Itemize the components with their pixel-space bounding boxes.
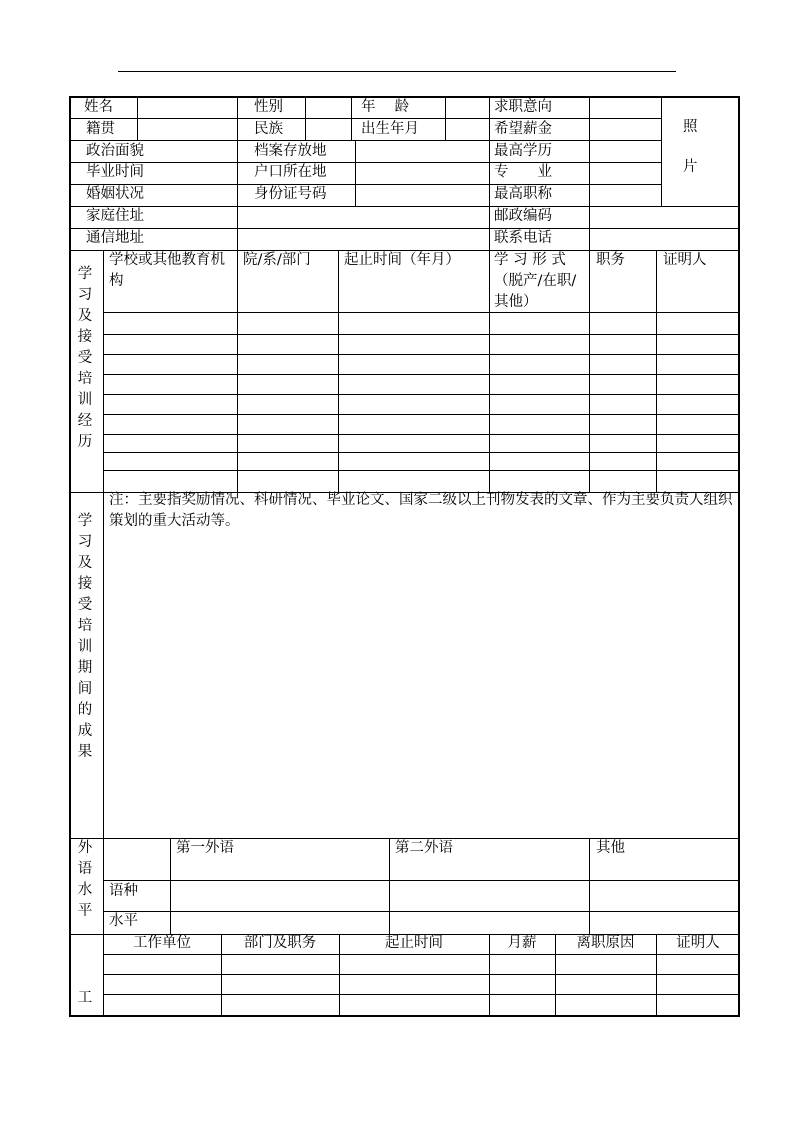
job-intent-field[interactable] — [589, 97, 659, 118]
work-header-leave-reason: 离职原因 — [576, 935, 635, 951]
work-cell[interactable] — [222, 975, 338, 993]
other-language-level-field[interactable] — [592, 912, 738, 932]
grid-line-v — [103, 492, 104, 838]
education-cell[interactable] — [657, 375, 739, 393]
second-language-level-field[interactable] — [391, 912, 587, 932]
education-cell[interactable] — [339, 375, 488, 393]
education-cell[interactable] — [339, 355, 488, 373]
political-status-label: 政治面貌 — [86, 143, 144, 159]
work-cell[interactable] — [657, 955, 739, 973]
achievements-side-label: 学习及接受培训期间的成果 — [77, 513, 93, 760]
expected-salary-label: 希望薪金 — [494, 121, 552, 137]
highest-title-field[interactable] — [589, 184, 659, 205]
mailing-address-label: 通信地址 — [86, 230, 144, 246]
education-cell[interactable] — [104, 453, 236, 469]
marital-status-field[interactable] — [171, 184, 251, 205]
education-cell[interactable] — [238, 375, 337, 393]
language-side-label: 外语水平 — [77, 840, 93, 919]
phone-label: 联系电话 — [494, 230, 552, 246]
work-cell[interactable] — [340, 995, 488, 1014]
education-cell[interactable] — [238, 415, 337, 433]
education-cell[interactable] — [238, 453, 337, 469]
education-cell[interactable] — [490, 375, 588, 393]
education-cell[interactable] — [339, 471, 488, 491]
other-language-type-field[interactable] — [592, 881, 738, 909]
work-cell[interactable] — [490, 995, 554, 1014]
education-cell[interactable] — [104, 435, 236, 451]
ethnicity-label: 民族 — [254, 121, 283, 137]
second-language-type-field[interactable] — [391, 881, 587, 909]
education-cell[interactable] — [590, 355, 655, 373]
work-cell[interactable] — [340, 975, 488, 993]
major-label: 专 业 — [494, 164, 552, 180]
education-cell[interactable] — [339, 453, 488, 469]
education-cell[interactable] — [238, 335, 337, 353]
hukou-location-field[interactable] — [355, 162, 485, 183]
education-cell[interactable] — [104, 335, 236, 353]
grid-line-v — [69, 96, 71, 1017]
education-cell[interactable] — [104, 355, 236, 373]
resume-form — [69, 96, 740, 1017]
achievements-note: 注：主要指奖励情况、科研情况、毕业论文、国家二级以上刊物发表的文章、作为主要负责人组织策划的重大活动等。 — [109, 492, 733, 529]
language-other-label: 其他 — [596, 840, 625, 856]
education-cell[interactable] — [657, 313, 739, 333]
native-place-label: 籍贯 — [86, 121, 115, 137]
education-cell[interactable] — [590, 313, 655, 333]
graduation-time-label: 毕业时间 — [86, 164, 144, 180]
education-cell[interactable] — [490, 395, 588, 413]
work-cell[interactable] — [104, 955, 220, 973]
education-cell[interactable] — [590, 415, 655, 433]
education-cell[interactable] — [590, 453, 655, 469]
education-cell[interactable] — [590, 471, 655, 491]
education-cell[interactable] — [339, 415, 488, 433]
birth-date-label: 出生年月 — [361, 121, 419, 137]
education-cell[interactable] — [490, 415, 588, 433]
major-field[interactable] — [589, 162, 659, 183]
education-cell[interactable] — [490, 471, 588, 491]
education-cell[interactable] — [490, 435, 588, 451]
education-cell[interactable] — [339, 435, 488, 451]
work-header-salary: 月薪 — [507, 935, 537, 951]
grid-line-v — [103, 838, 104, 934]
education-cell[interactable] — [657, 435, 739, 451]
header-rule — [118, 71, 676, 72]
education-cell[interactable] — [657, 395, 739, 413]
language-first-label: 第一外语 — [176, 840, 234, 856]
education-cell[interactable] — [339, 313, 488, 333]
grid-line-v — [589, 838, 590, 934]
work-cell[interactable] — [556, 975, 655, 993]
work-header-reference: 证明人 — [676, 935, 720, 951]
language-second-label: 第二外语 — [395, 840, 453, 856]
education-cell[interactable] — [590, 435, 655, 451]
ethnicity-field[interactable] — [305, 119, 351, 140]
education-cell[interactable] — [104, 415, 236, 433]
education-cell[interactable] — [490, 355, 588, 373]
native-place-field[interactable] — [137, 119, 237, 140]
first-language-type-field[interactable] — [172, 881, 387, 909]
education-cell[interactable] — [590, 335, 655, 353]
education-cell[interactable] — [104, 471, 236, 491]
education-cell[interactable] — [590, 375, 655, 393]
work-header-employer: 工作单位 — [133, 935, 191, 951]
education-cell[interactable] — [657, 415, 739, 433]
work-side-label: 工 — [77, 990, 93, 1006]
education-cell[interactable] — [657, 471, 739, 491]
highest-education-label: 最高学历 — [494, 143, 552, 159]
work-cell[interactable] — [657, 975, 739, 993]
education-cell[interactable] — [657, 453, 739, 469]
archive-location-field[interactable] — [355, 141, 485, 162]
job-intent-label: 求职意向 — [494, 99, 552, 115]
education-cell[interactable] — [339, 395, 488, 413]
gender-field[interactable] — [305, 97, 351, 118]
name-field[interactable] — [137, 97, 237, 118]
work-cell[interactable] — [657, 995, 739, 1014]
marital-status-label: 婚姻状况 — [86, 186, 144, 202]
education-cell[interactable] — [339, 335, 488, 353]
language-level-label: 水平 — [109, 913, 138, 929]
grid-line-v — [489, 96, 490, 250]
education-cell[interactable] — [490, 335, 588, 353]
edu-header-study-form: 学 习 形 式（脱产/在职/其他） — [494, 252, 577, 310]
work-cell[interactable] — [556, 955, 655, 973]
photo-label-1: 照 — [683, 119, 698, 135]
home-address-label: 家庭住址 — [86, 208, 144, 224]
edu-header-period: 起止时间（年月） — [344, 252, 460, 268]
work-cell[interactable] — [222, 995, 338, 1014]
gender-label: 性别 — [254, 99, 283, 115]
edu-header-department: 院/系/部门 — [243, 252, 311, 268]
work-cell[interactable] — [490, 955, 554, 973]
age-label: 年 龄 — [361, 99, 410, 115]
first-language-level-field[interactable] — [172, 912, 387, 932]
language-type-label: 语种 — [109, 883, 138, 899]
grid-line-v — [170, 838, 171, 934]
grid-line-v — [389, 838, 390, 934]
education-cell[interactable] — [238, 395, 337, 413]
phone-field[interactable] — [589, 228, 739, 249]
archive-location-label: 档案存放地 — [254, 143, 327, 159]
photo-label-2: 片 — [683, 159, 698, 175]
work-cell[interactable] — [556, 995, 655, 1014]
work-header-period: 起止时间 — [385, 935, 443, 951]
education-cell[interactable] — [657, 335, 739, 353]
graduation-time-field[interactable] — [171, 162, 251, 183]
age-field[interactable] — [445, 97, 489, 118]
edu-header-reference: 证明人 — [663, 252, 707, 268]
grid-line-v — [351, 96, 352, 140]
education-cell[interactable] — [490, 313, 588, 333]
work-cell[interactable] — [104, 995, 220, 1014]
work-cell[interactable] — [222, 955, 338, 973]
postcode-label: 邮政编码 — [494, 208, 552, 224]
highest-title-label: 最高职称 — [494, 186, 552, 202]
education-cell[interactable] — [238, 355, 337, 373]
mailing-address-field[interactable] — [171, 228, 487, 249]
edu-header-institution: 学校或其他教育机构 — [109, 252, 225, 289]
education-cell[interactable] — [104, 395, 236, 413]
education-cell[interactable] — [238, 471, 337, 491]
home-address-field[interactable] — [171, 206, 487, 227]
education-cell[interactable] — [490, 453, 588, 469]
name-label: 姓名 — [84, 99, 113, 115]
birth-date-field[interactable] — [445, 119, 489, 140]
education-cell[interactable] — [104, 375, 236, 393]
edu-header-position: 职务 — [596, 252, 625, 268]
id-number-field[interactable] — [355, 184, 485, 205]
postcode-field[interactable] — [589, 206, 739, 227]
education-cell[interactable] — [590, 395, 655, 413]
highest-education-field[interactable] — [589, 141, 659, 162]
education-cell[interactable] — [104, 313, 236, 333]
grid-line-h — [69, 1015, 740, 1017]
work-cell[interactable] — [104, 975, 220, 993]
work-cell[interactable] — [340, 955, 488, 973]
education-cell[interactable] — [238, 435, 337, 451]
expected-salary-field[interactable] — [589, 119, 659, 140]
achievements-textarea[interactable] — [105, 536, 737, 836]
work-cell[interactable] — [490, 975, 554, 993]
education-side-label: 学习及接受培训经历 — [77, 266, 93, 450]
political-status-field[interactable] — [171, 141, 251, 162]
work-header-dept-position: 部门及职务 — [243, 935, 317, 951]
education-cell[interactable] — [657, 355, 739, 373]
id-number-label: 身份证号码 — [254, 186, 327, 202]
education-cell[interactable] — [238, 313, 337, 333]
photo-box[interactable] — [661, 96, 740, 206]
hukou-location-label: 户口所在地 — [254, 164, 327, 180]
